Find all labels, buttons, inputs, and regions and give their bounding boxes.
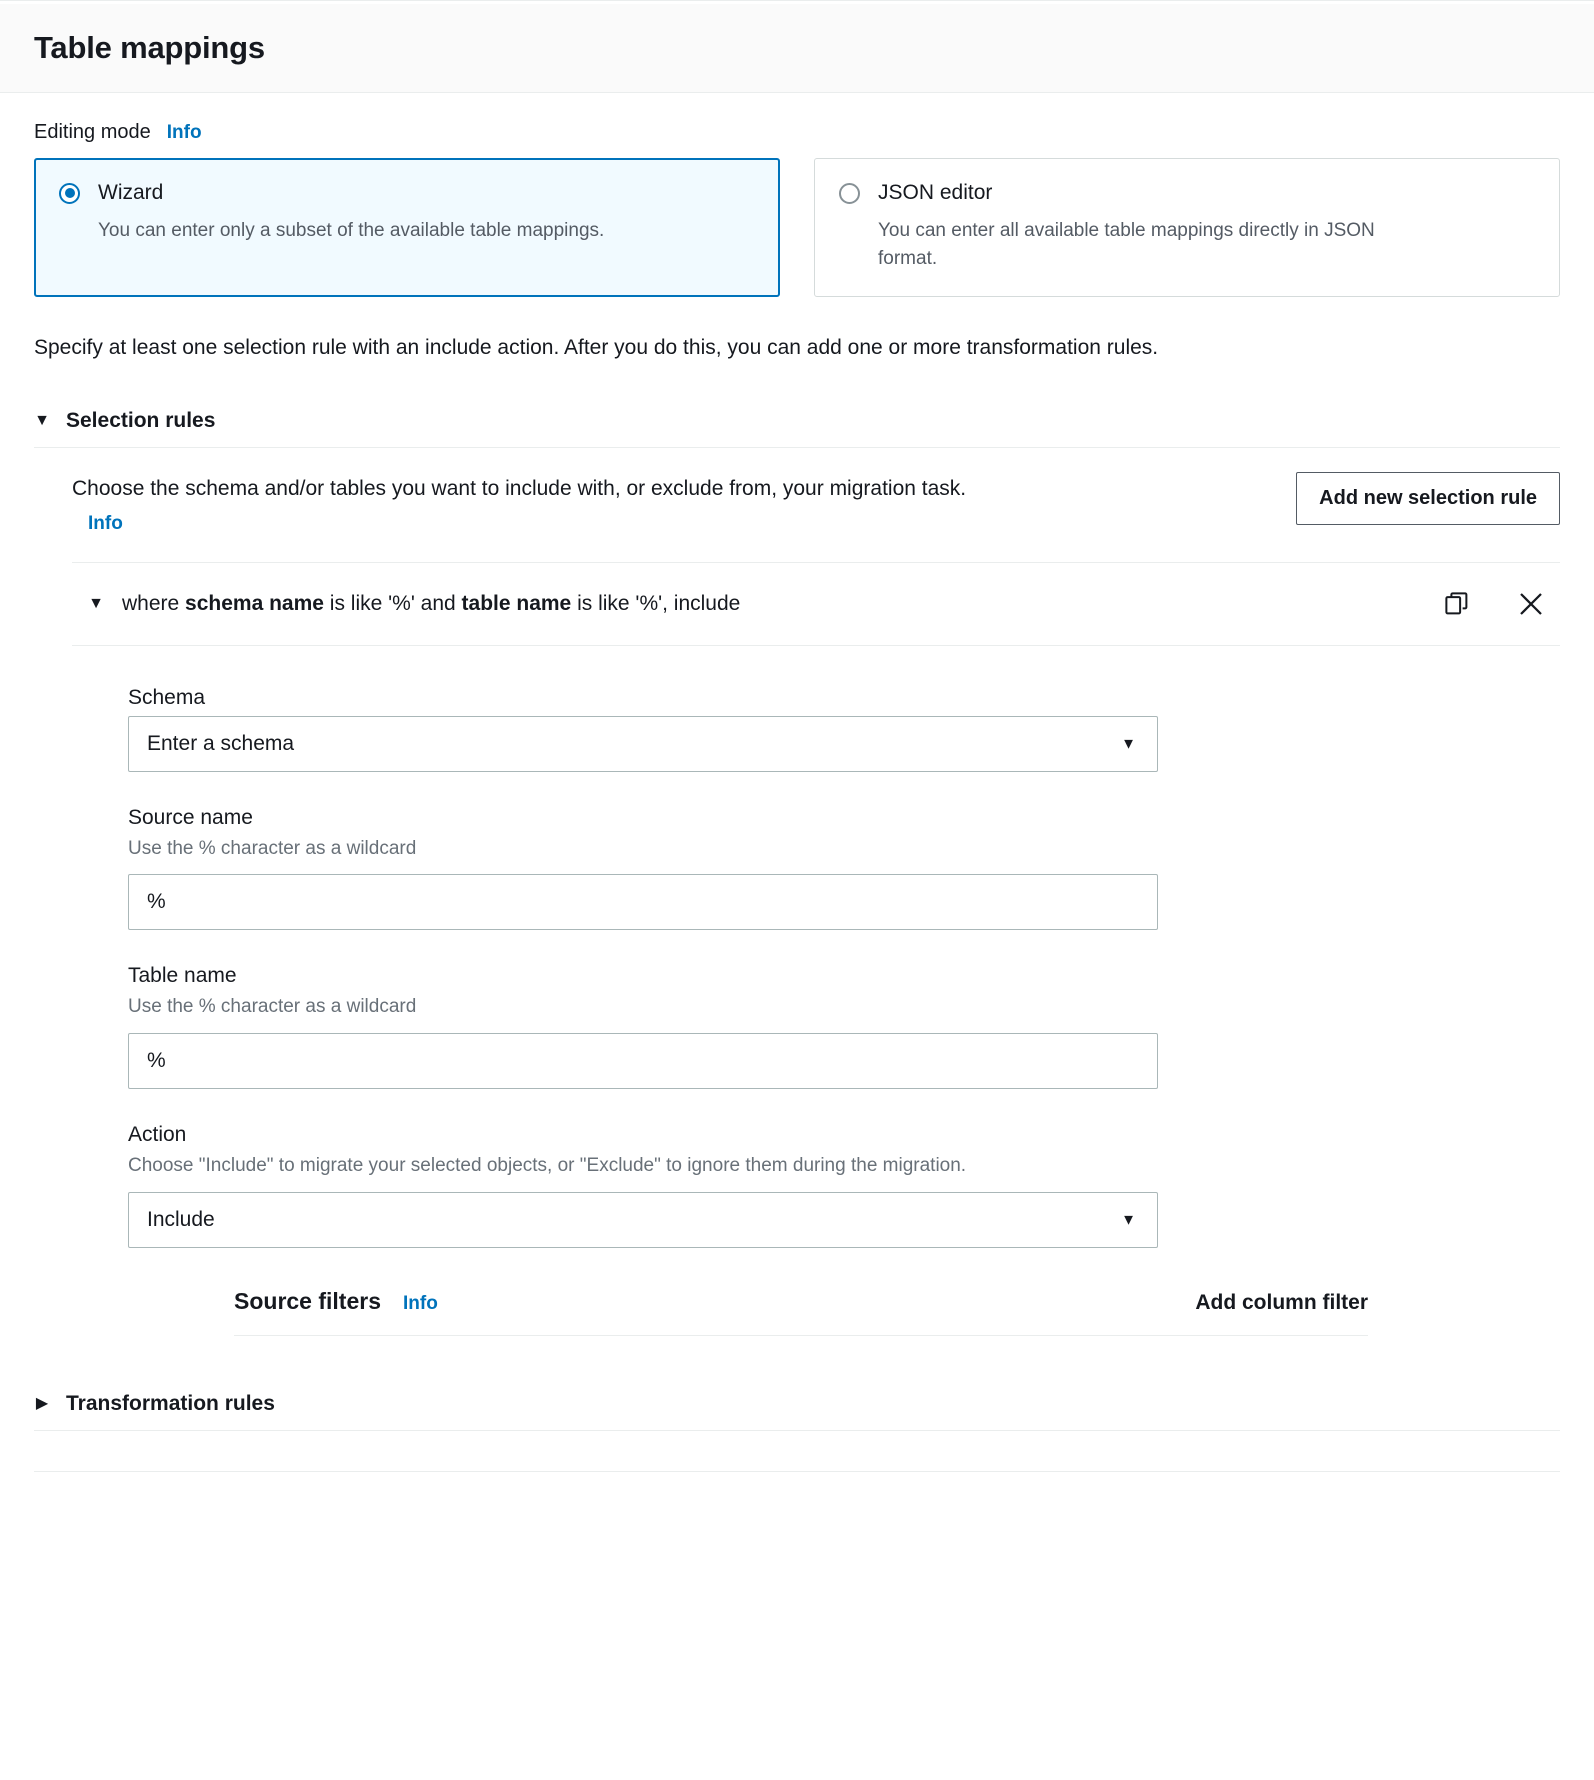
- action-field-group: [128, 1123, 1560, 1248]
- json-editor-option-head: [839, 181, 1533, 205]
- copy-icon[interactable]: [1442, 589, 1472, 619]
- transformation-rules-title: Transformation rules: [66, 1391, 275, 1415]
- radio-selected-icon[interactable]: [59, 183, 80, 204]
- rule-summary-table-label: table name: [461, 591, 572, 615]
- transformation-rules-section: [34, 1392, 1560, 1431]
- wizard-option-head: [59, 181, 753, 205]
- rule-chevron-down-icon[interactable]: ▼: [88, 594, 104, 612]
- editing-mode-label-row: [34, 121, 1560, 144]
- editing-mode-info-link[interactable]: Info: [166, 122, 202, 143]
- source-filters-info-link[interactable]: Info: [403, 1292, 438, 1314]
- source-filters-left: [234, 1288, 438, 1315]
- bottom-divider: [34, 1471, 1560, 1499]
- chevron-right-icon[interactable]: ▶: [35, 1394, 49, 1412]
- editing-mode-option-wizard[interactable]: [34, 158, 780, 297]
- json-editor-option-title: JSON editor: [878, 181, 993, 204]
- selection-rules-header[interactable]: [34, 409, 1560, 448]
- radio-unselected-icon[interactable]: [839, 183, 860, 204]
- editing-mode-options: [34, 158, 1560, 297]
- panel-body: [0, 93, 1594, 1499]
- action-select[interactable]: [128, 1192, 1158, 1248]
- add-new-selection-rule-button[interactable]: Add new selection rule: [1296, 472, 1560, 525]
- table-name-input[interactable]: [128, 1033, 1158, 1089]
- panel-header: [0, 4, 1594, 93]
- selection-rules-title: Selection rules: [66, 408, 216, 432]
- rule-summary-mid1: is like '%' and: [323, 591, 462, 615]
- selection-rules-description: [72, 472, 1002, 540]
- rule-summary-prefix: where: [122, 591, 186, 615]
- add-column-filter-button[interactable]: Add column filter: [1195, 1290, 1368, 1314]
- rule-summary-schema-label: schema name: [185, 591, 324, 615]
- schema-select-wrap: [128, 716, 1158, 772]
- schema-label: Schema: [128, 685, 206, 709]
- selection-rules-body: [34, 448, 1560, 1336]
- selection-rules-description-row: [72, 472, 1560, 563]
- chevron-down-icon: ▼: [1121, 735, 1136, 753]
- editing-mode-label: Editing mode: [34, 121, 151, 143]
- source-filters-row: [234, 1288, 1368, 1336]
- action-label: Action: [128, 1122, 187, 1146]
- selection-rules-section: [34, 409, 1560, 1336]
- rule-summary-mid2: is like '%', include: [571, 591, 741, 615]
- table-name-field-group: [128, 964, 1560, 1089]
- source-name-label: Source name: [128, 805, 253, 829]
- close-icon[interactable]: [1516, 589, 1546, 619]
- selection-rule-actions: [1442, 589, 1560, 619]
- table-name-hint: Use the % character as a wildcard: [128, 996, 417, 1018]
- source-name-input[interactable]: [128, 874, 1158, 930]
- transformation-rules-header[interactable]: [34, 1392, 1560, 1431]
- selection-rule-summary: [122, 592, 1424, 616]
- table-name-label: Table name: [128, 964, 237, 988]
- selection-rule-header: [72, 563, 1560, 646]
- source-name-hint: Use the % character as a wildcard: [128, 837, 417, 859]
- selection-rules-info-link[interactable]: Info: [88, 512, 123, 534]
- selection-rule-body: [72, 646, 1560, 1336]
- schema-select[interactable]: [128, 716, 1158, 772]
- source-name-field-group: [128, 806, 1560, 931]
- action-select-wrap: [128, 1192, 1158, 1248]
- selection-rules-description-text: Choose the schema and/or tables you want to include with, or exclude from, your migration task.: [72, 476, 967, 500]
- schema-field-group: [128, 686, 1560, 772]
- page-title: Table mappings: [34, 30, 265, 65]
- json-editor-option-description: You can enter all available table mappings directly in JSON format.: [878, 220, 1375, 269]
- action-hint: Choose "Include" to migrate your selected objects, or "Exclude" to ignore them during the migration.: [128, 1154, 967, 1176]
- editing-mode-option-json-editor[interactable]: [814, 158, 1560, 297]
- chevron-down-icon[interactable]: ▼: [34, 411, 50, 429]
- chevron-down-icon: ▼: [1121, 1211, 1136, 1228]
- wizard-option-description: You can enter only a subset of the available table mappings.: [98, 220, 605, 241]
- wizard-option-title: Wizard: [98, 181, 164, 204]
- intro-text: Specify at least one selection rule with an include action. After you do this, you can add one or more transformation rules.: [34, 336, 1159, 360]
- source-filters-title: Source filters: [234, 1287, 381, 1314]
